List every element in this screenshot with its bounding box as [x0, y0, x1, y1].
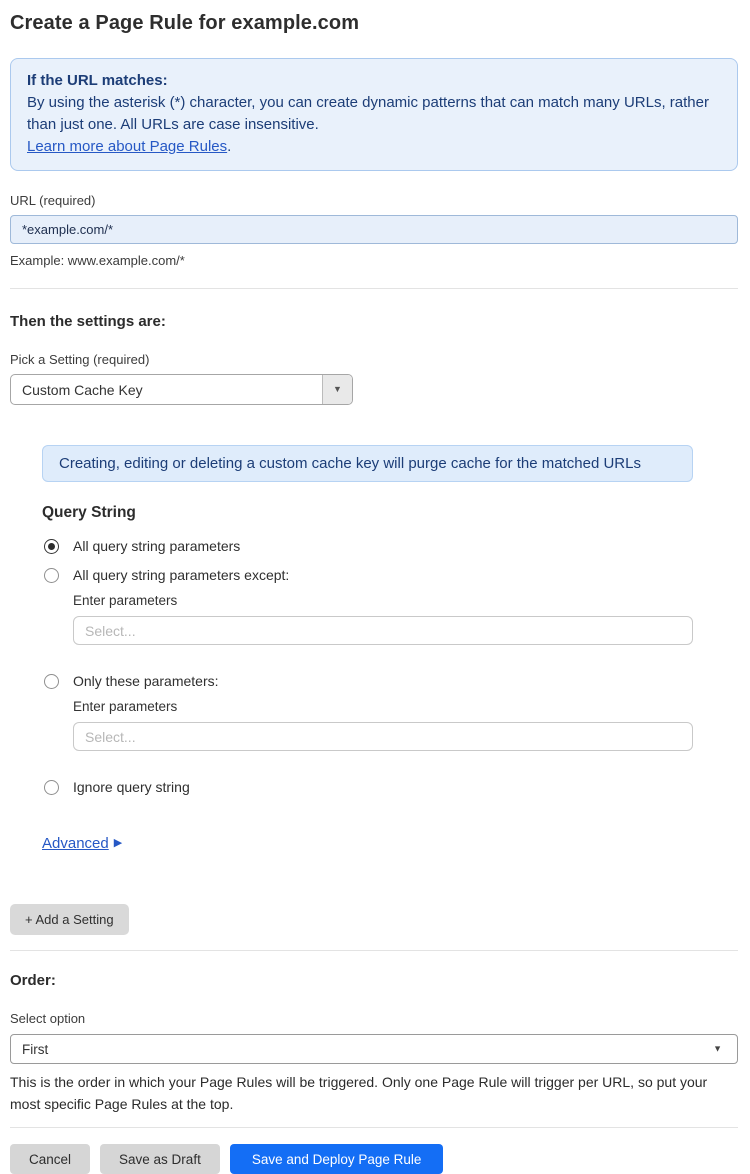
- dropdown-arrow-icon: ▼: [333, 384, 342, 394]
- except-parameters-input[interactable]: [73, 616, 693, 645]
- save-and-deploy-button[interactable]: Save and Deploy Page Rule: [230, 1144, 444, 1174]
- radio-ignore-query-label: Ignore query string: [73, 779, 190, 795]
- radio-all-params-label: All query string parameters: [73, 538, 241, 554]
- caret-right-icon: ▶: [113, 837, 123, 849]
- url-label: URL (required): [10, 193, 96, 208]
- radio-row-all-params-except: [44, 567, 738, 583]
- radio-ignore-query[interactable]: [44, 780, 59, 795]
- save-as-draft-button[interactable]: Save as Draft: [100, 1144, 220, 1174]
- radio-all-params-except[interactable]: [44, 568, 59, 583]
- advanced-link[interactable]: [42, 835, 122, 852]
- radio-row-ignore-query: [44, 779, 738, 795]
- divider: [10, 288, 738, 289]
- order-heading: Order:: [10, 972, 56, 989]
- order-select[interactable]: [10, 1034, 738, 1064]
- info-link-row: [27, 136, 721, 158]
- cancel-button[interactable]: Cancel: [10, 1144, 90, 1174]
- radio-only-params[interactable]: [44, 674, 59, 689]
- setting-select-button[interactable]: [322, 375, 352, 404]
- add-setting-button[interactable]: + Add a Setting: [10, 904, 129, 935]
- order-select-label: Select option: [10, 1011, 86, 1026]
- radio-all-params-except-label: All query string parameters except:: [73, 567, 290, 583]
- learn-more-link[interactable]: Learn more about Page Rules: [27, 138, 228, 155]
- setting-select-value: Custom Cache Key: [22, 381, 143, 398]
- url-example-text: Example: www.example.com/*: [10, 253, 185, 268]
- url-match-info-box: [10, 58, 738, 171]
- enter-parameters-label: Enter parameters: [73, 593, 178, 608]
- order-help-text: This is the order in which your Page Rules will be triggered. Only one Page Rule will trigger per URL, so put your most specific Page Rules at the top.: [10, 1074, 708, 1112]
- enter-parameters-label: Enter parameters: [73, 699, 178, 714]
- query-string-heading: Query String: [42, 504, 136, 521]
- divider: [10, 950, 738, 951]
- info-box-heading: If the URL matches:: [27, 72, 168, 89]
- radio-all-params[interactable]: [44, 539, 59, 554]
- divider: [10, 1127, 738, 1128]
- info-box-body: By using the asterisk (*) character, you can create dynamic patterns that can match many URLs, rather than just one. All URLs are case insensitive.: [27, 94, 709, 133]
- advanced-link-label: Advanced: [42, 835, 109, 852]
- settings-heading: Then the settings are:: [10, 313, 166, 330]
- dropdown-arrow-icon: ▼: [713, 1043, 722, 1054]
- cache-key-notice: Creating, editing or deleting a custom cache key will purge cache for the matched URLs: [42, 445, 693, 482]
- only-parameters-input[interactable]: [73, 722, 693, 751]
- info-link-suffix: .: [227, 138, 232, 155]
- order-select-value: First: [22, 1041, 49, 1057]
- radio-row-all-params: [44, 538, 738, 554]
- radio-row-only-params: [44, 673, 738, 689]
- radio-only-params-label: Only these parameters:: [73, 673, 219, 689]
- footer-actions: [10, 1144, 738, 1174]
- url-input[interactable]: [10, 215, 738, 244]
- page-title: Create a Page Rule for example.com: [10, 12, 360, 34]
- setting-select[interactable]: [10, 374, 353, 405]
- pick-setting-label: Pick a Setting (required): [10, 352, 150, 367]
